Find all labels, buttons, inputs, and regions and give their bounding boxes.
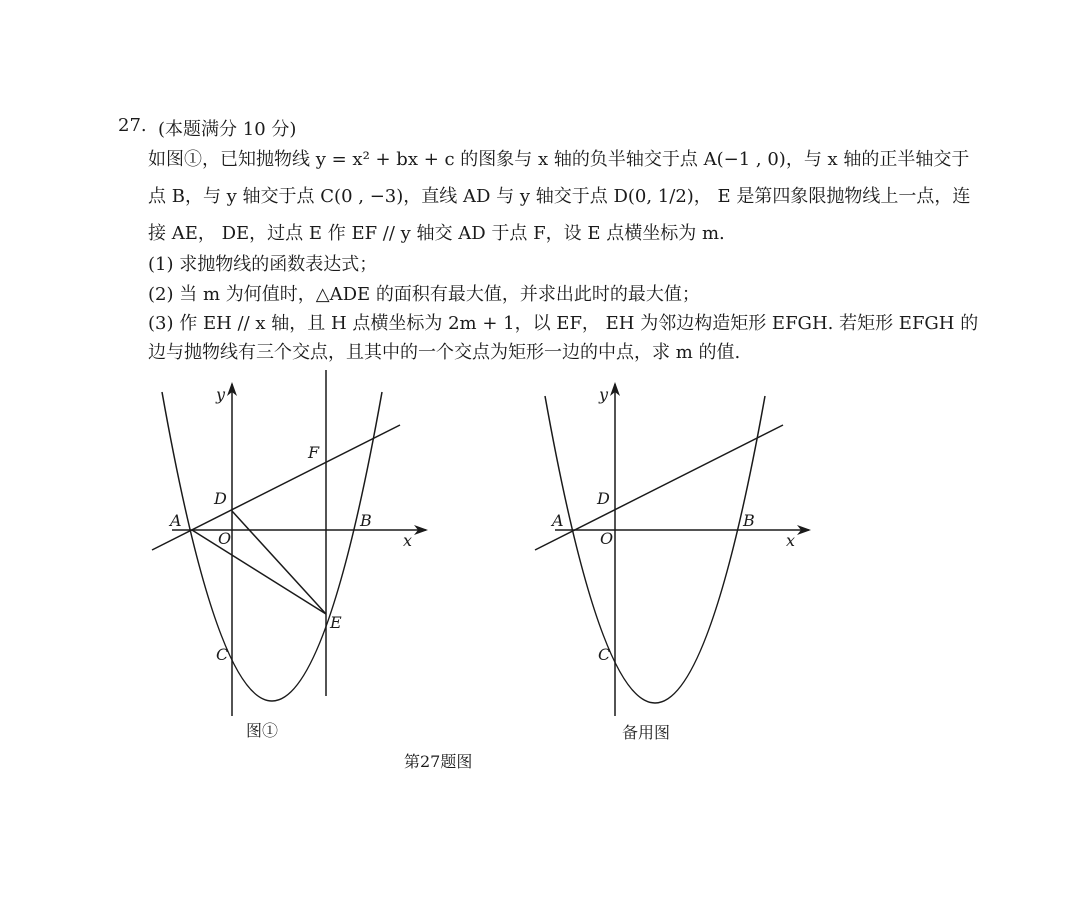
figure-2-caption: 备用图 (622, 723, 671, 742)
label-b: B (743, 511, 755, 530)
problem-line-6: (3) 作 EH // x 轴，且 H 点横坐标为 2m + 1，以 EF， EH 为邻边构造矩形 EFGH. 若矩形 EFGH 的 (148, 313, 979, 334)
label-d: D (214, 489, 227, 508)
label-a: A (170, 511, 182, 530)
figure-caption: 第27题图 (404, 752, 473, 771)
label-c: C (216, 645, 229, 664)
parabola (545, 396, 765, 703)
label-a: A (552, 511, 564, 530)
problem-line-2: 点 B，与 y 轴交于点 C(0 , −3)，直线 AD 与 y 轴交于点 D(0, 1/2)， E 是第四象限抛物线上一点，连 (148, 186, 971, 207)
label-o: O (218, 529, 232, 548)
question-number: 27. (118, 115, 147, 136)
problem-line-4: (1) 求抛物线的函数表达式； (148, 254, 378, 275)
label-c: C (598, 645, 611, 664)
label-f: F (308, 443, 320, 462)
label-d: D (597, 489, 610, 508)
question-header: (本题满分 10 分) (158, 119, 297, 140)
line-ad (535, 425, 783, 550)
label-e: E (330, 613, 342, 632)
label-y: y (599, 385, 609, 404)
label-x: x (786, 531, 796, 550)
label-o: O (600, 529, 614, 548)
problem-line-3: 接 AE， DE，过点 E 作 EF // y 轴交 AD 于点 F，设 E 点横坐标为 m. (148, 223, 725, 244)
problem-line-5: (2) 当 m 为何值时，△ADE 的面积有最大值，并求出此时的最大值； (148, 284, 700, 305)
problem-line-7: 边与抛物线有三个交点，且其中的一个交点为矩形一边的中点，求 m 的值. (148, 342, 741, 363)
label-b: B (360, 511, 372, 530)
problem-line-1: 如图①，已知抛物线 y = x² + bx + c 的图象与 x 轴的负半轴交于点 A(−1 , 0)，与 x 轴的正半轴交于 (148, 149, 970, 170)
label-y: y (216, 385, 226, 404)
figure-1-caption: 图① (246, 721, 279, 740)
label-x: x (403, 531, 413, 550)
